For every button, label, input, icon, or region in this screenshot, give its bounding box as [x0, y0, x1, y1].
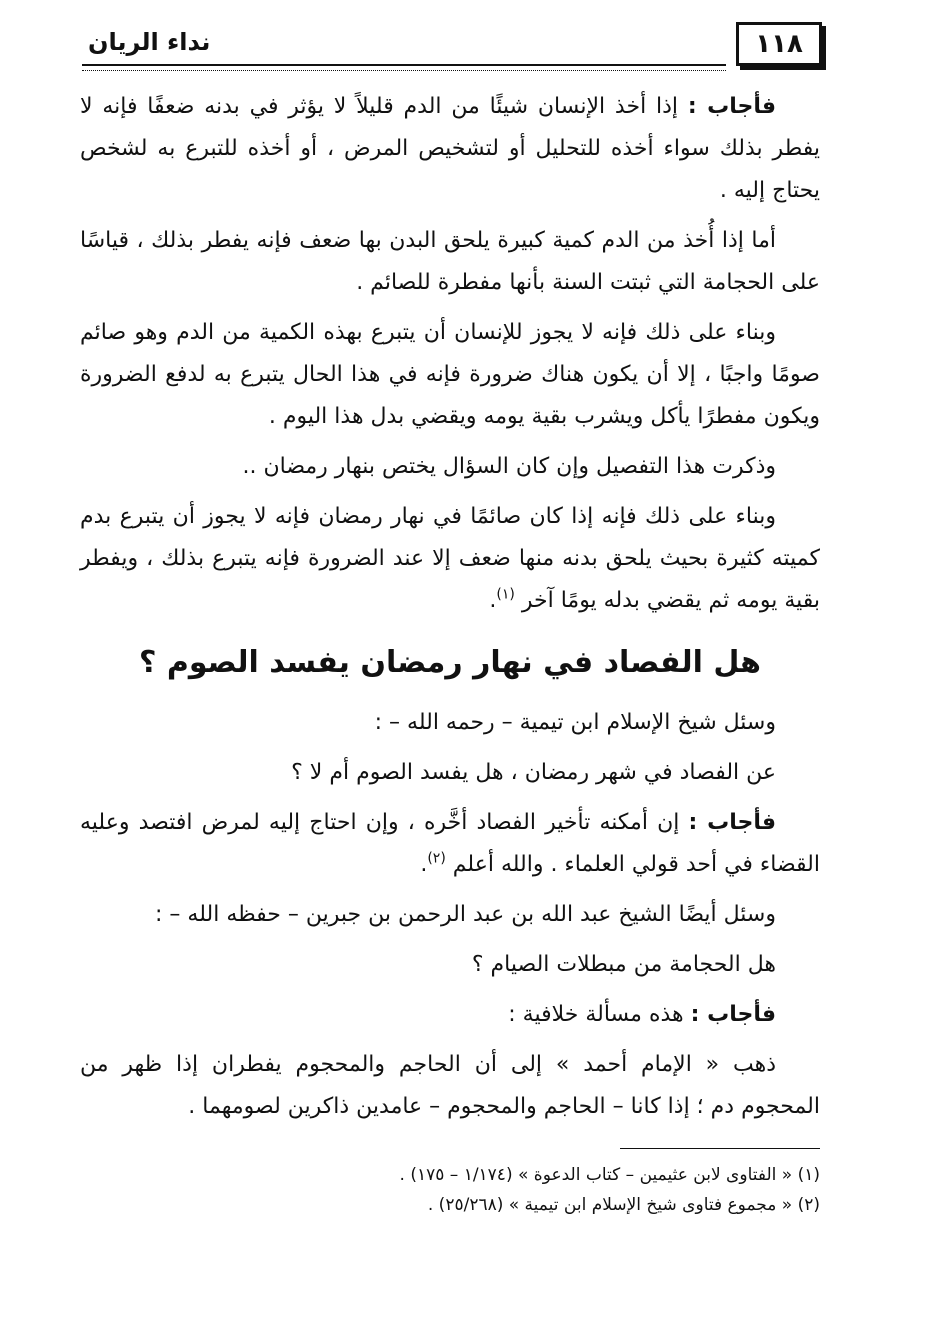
answer-3: [80, 994, 820, 1036]
question-2: هل الحجامة من مبطلات الصيام ؟: [471, 952, 776, 977]
page-header: [82, 18, 822, 66]
footnote-rule: [620, 1148, 820, 1149]
paragraph-5: [80, 496, 820, 622]
answer-2: [80, 802, 820, 886]
paragraph-2: أما إذا أُخذ من الدم كمية كبيرة يلحق البدن بها ضعف فإنه يفطر بذلك ، قياسًا على الحجامة التي ثبتت السنة بأنها مفطرة للصائم .: [80, 228, 820, 295]
paragraph-5-text: وبناء على ذلك فإنه إذا كان صائمًا في نهار رمضان فإنه لا يجوز أن يتبرع بدم كميته كثيرة بحيث يلحق بدنه منها ضعف إلا عند الضرورة فإنه يتبرع بذلك ، ويفطر بقية يومه ثم يقضي بدله يومًا آخر: [80, 504, 820, 613]
answer-text: إذا أخذ الإنسان شيئًا من الدم قليلاً لا يؤثر في بدنه ضعفًا فإنه لا يفطر بذلك سواء أخذه للتحليل أو لتشخيص المرض ، أو أخذه للتبرع به لشخص يحتاج إليه .: [80, 94, 820, 203]
paragraph-5-end: .: [489, 588, 497, 613]
answer-2-end: .: [420, 852, 428, 877]
question-1-intro: وسئل شيخ الإسلام ابن تيمية – رحمه الله – :: [374, 710, 776, 735]
body-text: [80, 86, 820, 1136]
question-1: عن الفصاد في شهر رمضان ، هل يفسد الصوم أم لا ؟: [291, 760, 776, 785]
paragraph-last: ذهب « الإمام أحمد » إلى أن الحاجم والمحجوم يفطران إذا ظهر من المحجوم دم ؛ إذا كانا – الحاجم والمحجوم – عامدين ذاكرين لصومهما .: [80, 1052, 820, 1119]
header-rule: [82, 64, 726, 71]
question-2-intro: وسئل أيضًا الشيخ عبد الله بن عبد الرحمن بن جبرين – حفظه الله – :: [155, 902, 776, 927]
paragraph-3: وبناء على ذلك فإنه لا يجوز للإنسان أن يتبرع بهذه الكمية من الدم وهو صائم صومًا واجبًا ، إلا أن يكون هناك ضرورة فإنه في هذا الحال يتبرع به لدفع الضرورة ويكون مفطرًا يأكل ويشرب بقية يومه ويقضي بدل هذا اليوم .: [80, 320, 820, 429]
running-title: نداء الريان: [88, 28, 211, 56]
footnote-ref-1: (١): [496, 586, 515, 603]
footnote-1: (١) « الفتاوى لابن عثيمين – كتاب الدعوة » (١/١٧٤ – ١٧٥) .: [399, 1165, 820, 1185]
answer-lead: فأجاب :: [687, 94, 776, 119]
answer-2-lead: فأجاب :: [688, 810, 776, 835]
footnotes: [80, 1160, 820, 1220]
paragraph-4: وذكرت هذا التفصيل وإن كان السؤال يختص بنهار رمضان ..: [242, 454, 776, 479]
paragraph-answer-1: [80, 86, 820, 212]
page-number: ١١٨: [736, 22, 822, 66]
footnote-ref-2: (٢): [427, 850, 446, 867]
footnote-2: (٢) « مجموع فتاوى شيخ الإسلام ابن تيمية » (٢٥/٢٦٨) .: [427, 1195, 820, 1215]
answer-3-lead: فأجاب :: [690, 1002, 776, 1027]
section-heading: هل الفصاد في نهار رمضان يفسد الصوم ؟: [139, 645, 761, 680]
answer-2-text: إن أمكنه تأخير الفصاد أخَّره ، وإن احتاج إليه لمرض افتصد وعليه القضاء في أحد قولي العلماء . والله أعلم: [80, 810, 820, 877]
answer-3-text: هذه مسألة خلافية :: [508, 1002, 684, 1027]
